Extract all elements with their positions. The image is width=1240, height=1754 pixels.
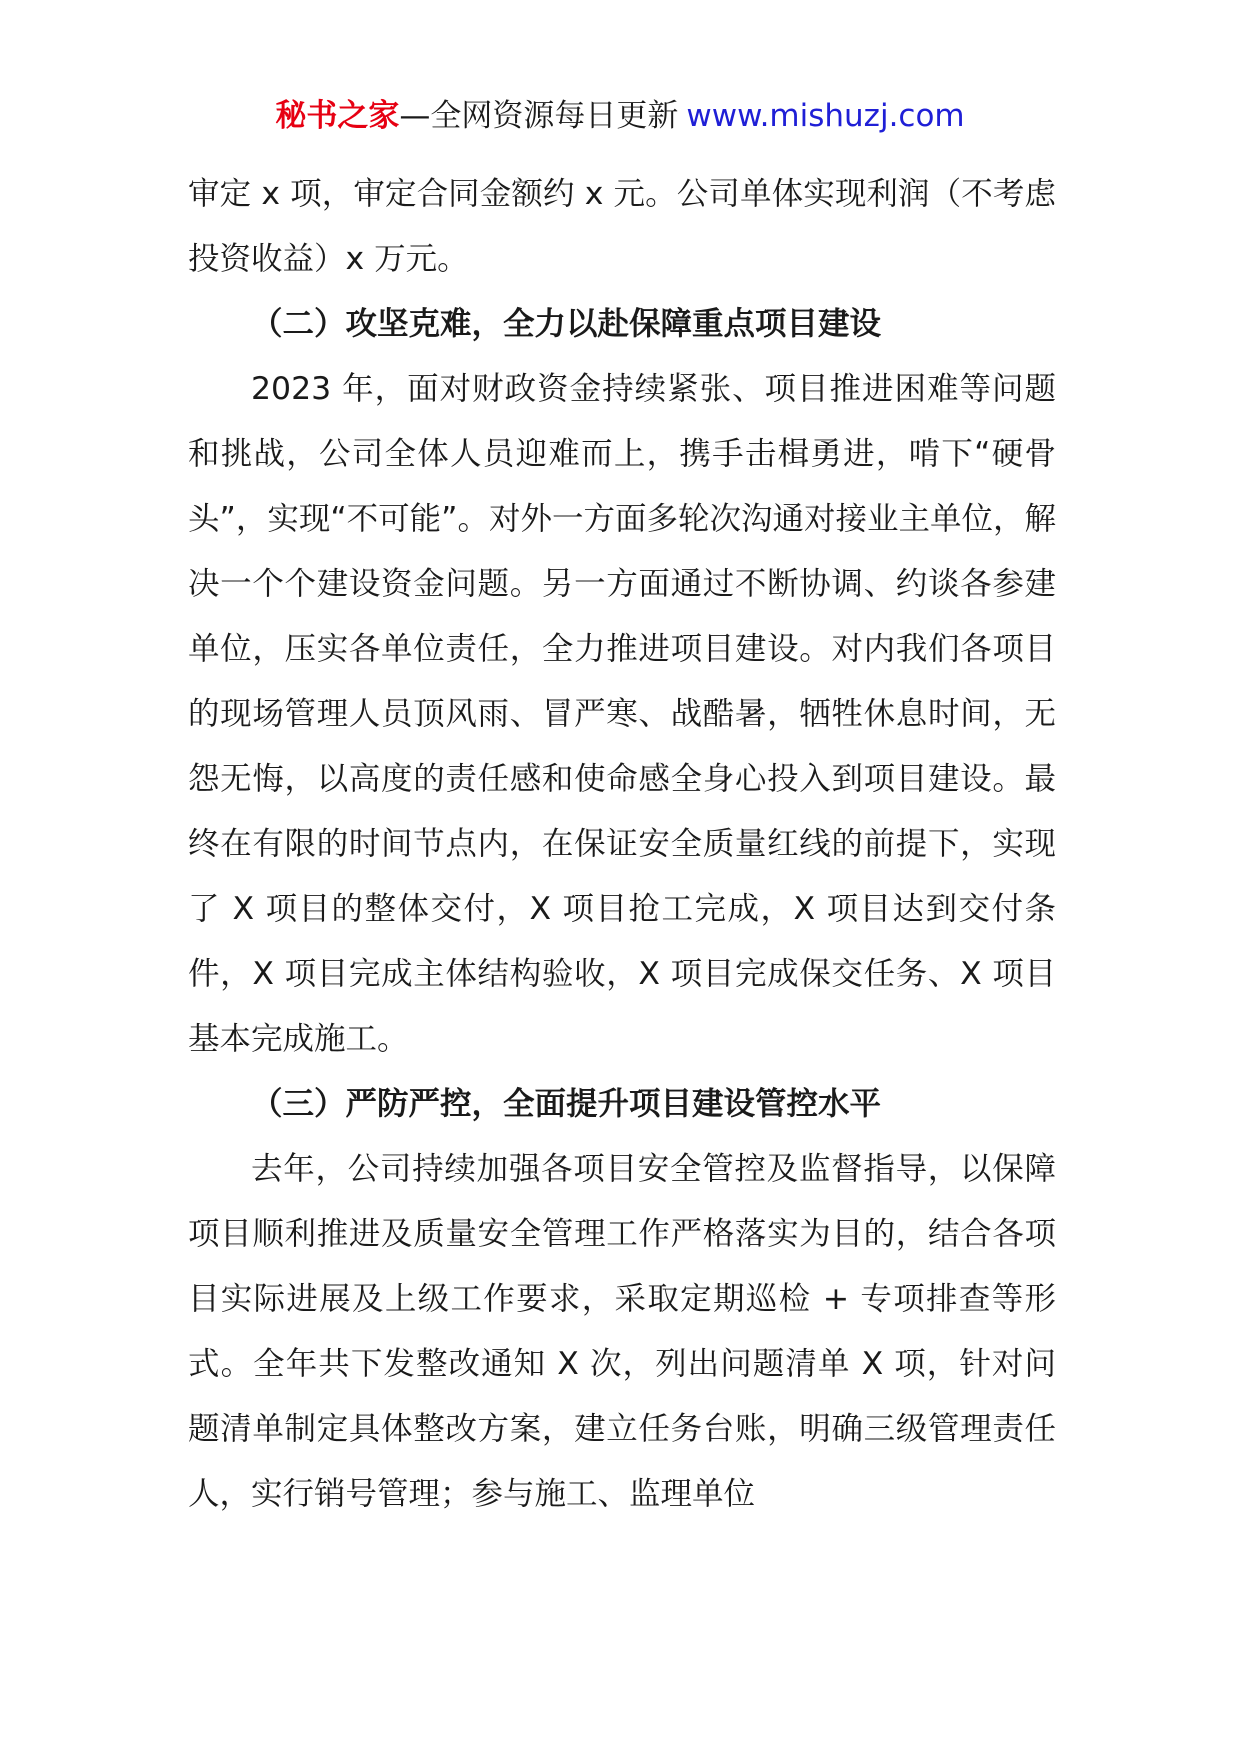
document-body: [188, 162, 1056, 1527]
paragraph-section-3: 去年，公司持续加强各项目安全管控及监督指导，以保障项目顺利推进及质量安全管理工作严格落实为目的，结合各项目实际进展及上级工作要求，采取定期巡检 + 专项排查等形式。全年共下发整改通知 X 次，列出问题清单 X 项，针对问题清单制定具体整改方案，建立任务台账，明确三级管理责任人，实行销号管理；参与施工、监理单位: [188, 1151, 1056, 1512]
paragraph-continued: 审定 x 项，审定合同金额约 x 元。公司单体实现利润（不考虑投资收益）x 万元。: [188, 176, 1056, 277]
brand-name: 秘书之家: [275, 98, 400, 134]
site-url-link[interactable]: www.mishuzj.com: [686, 98, 965, 134]
section-heading-2: （二）攻坚克难，全力以赴保障重点项目建设: [251, 306, 882, 342]
section-heading-3: （三）严防严控，全面提升项目建设管控水平: [251, 1086, 882, 1122]
tagline: —全网资源每日更新: [399, 98, 679, 134]
watermark-header: [0, 96, 1240, 136]
paragraph-section-2: 2023 年，面对财政资金持续紧张、项目推进困难等问题和挑战，公司全体人员迎难而上，携手击楫勇进，啃下“硬骨头”，实现“不可能”。对外一方面多轮次沟通对接业主单位，解决一个个建设资金问题。另一方面通过不断协调、约谈各参建单位，压实各单位责任，全力推进项目建设。对内我们各项目的现场管理人员顶风雨、冒严寒、战酷暑，牺牲休息时间，无怨无悔，以高度的责任感和使命感全身心投入到项目建设。最终在有限的时间节点内，在保证安全质量红线的前提下，实现了 X 项目的整体交付，X 项目抢工完成，X 项目达到交付条件，X 项目完成主体结构验收，X 项目完成保交任务、X 项目基本完成施工。: [188, 371, 1056, 1057]
